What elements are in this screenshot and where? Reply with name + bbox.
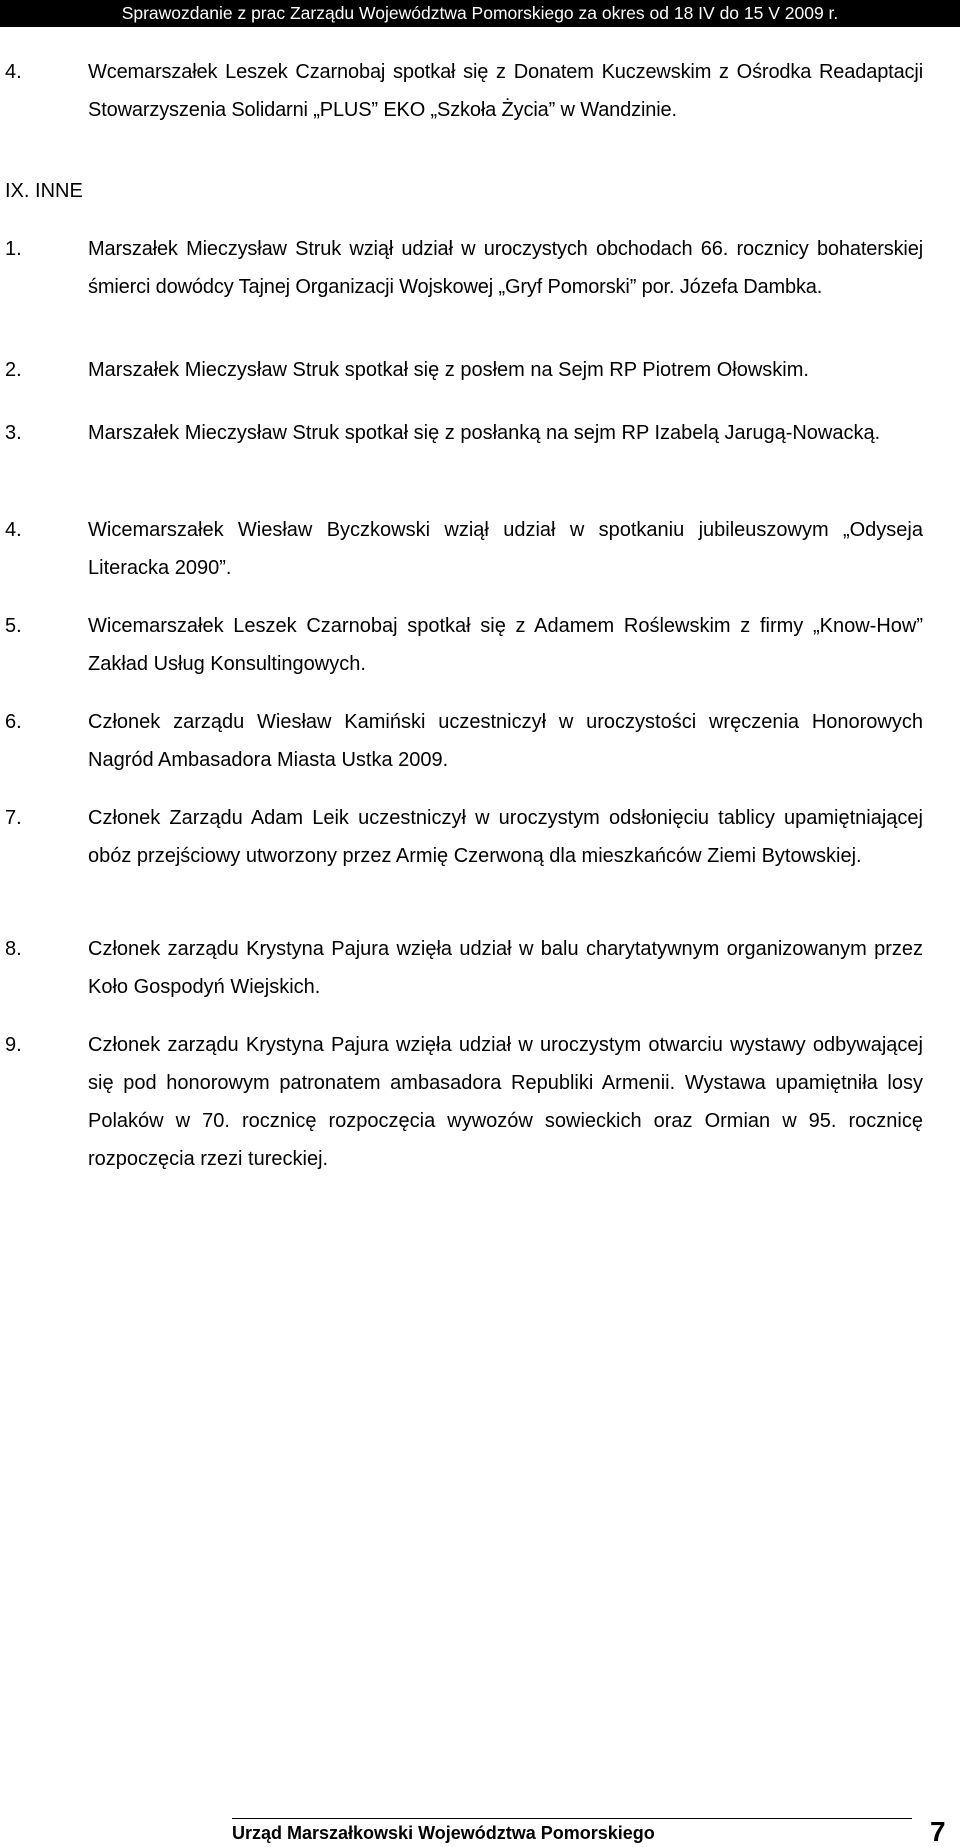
item-number: 8. [5,938,22,960]
item-text: Członek zarządu Krystyna Pajura wzięła udział w balu charytatywnym organizowanym przez Koło Gospodyń Wiejskich. [88,938,923,998]
header-text: Sprawozdanie z prac Zarządu Województwa Pomorskiego za okres od 18 IV do 15 V 2009 r. [121,3,839,23]
item-text: Wcemarszałek Leszek Czarnobaj spotkał się z Donatem Kuczewskim z Ośrodka Readaptacji Stowarzyszenia Solidarni „PLUS” EKO „Szkoła Życia” w Wandzinie. [88,61,923,121]
item-text: Marszałek Mieczysław Struk spotkał się z posłem na Sejm RP Piotrem Ołowskim. [88,359,809,381]
item-text: Wicemarszałek Wiesław Byczkowski wziął udział w spotkaniu jubileuszowym „Odyseja Literacka 2090”. [88,519,923,579]
item-text: Marszałek Mieczysław Struk spotkał się z posłanką na sejm RP Izabelą Jarugą-Nowacką. [88,422,881,444]
footer-divider [232,1818,912,1819]
item-text: Marszałek Mieczysław Struk wziął udział w uroczystych obchodach 66. rocznicy bohaterskiej śmierci dowódcy Tajnej Organizacji Wojskowej „Gryf Pomorski” por. Józefa Dambka. [88,238,923,298]
item-number: 1. [5,238,22,260]
section-heading: IX. INNE [5,180,83,202]
item-text: Członek zarządu Wiesław Kamiński uczestniczył w uroczystości wręczenia Honorowych Nagród Ambasadora Miasta Ustka 2009. [88,711,923,771]
item-number: 4. [5,61,22,83]
item-number: 2. [5,359,22,381]
item-text: Wicemarszałek Leszek Czarnobaj spotkał się z Adamem Roślewskim z firmy „Know-How” Zakład Usług Konsultingowych. [88,615,923,675]
item-number: 3. [5,422,22,444]
item-number: 6. [5,711,22,733]
item-number: 4. [5,519,22,541]
footer-org: Urząd Marszałkowski Województwa Pomorskiego [232,1823,655,1843]
page-number: 7 [930,1816,946,1847]
item-number: 5. [5,615,22,637]
item-text: Członek zarządu Krystyna Pajura wzięła udział w uroczystym otwarciu wystawy odbywającej się pod honorowym patronatem ambasadora Republiki Armenii. Wystawa upamiętniła losy Polaków w 70. rocznicę rozpoczęcia wywozów sowieckich oraz Ormian w 95. rocznicę rozpoczęcia rzezi tureckiej. [88,1034,923,1170]
page-header [0,0,960,27]
item-text: Członek Zarządu Adam Leik uczestniczył w uroczystym odsłonięciu tablicy upamiętniającej obóz przejściowy utworzony przez Armię Czerwoną dla mieszkańców Ziemi Bytowskiej. [88,807,923,867]
item-number: 9. [5,1034,22,1056]
item-number: 7. [5,807,22,829]
